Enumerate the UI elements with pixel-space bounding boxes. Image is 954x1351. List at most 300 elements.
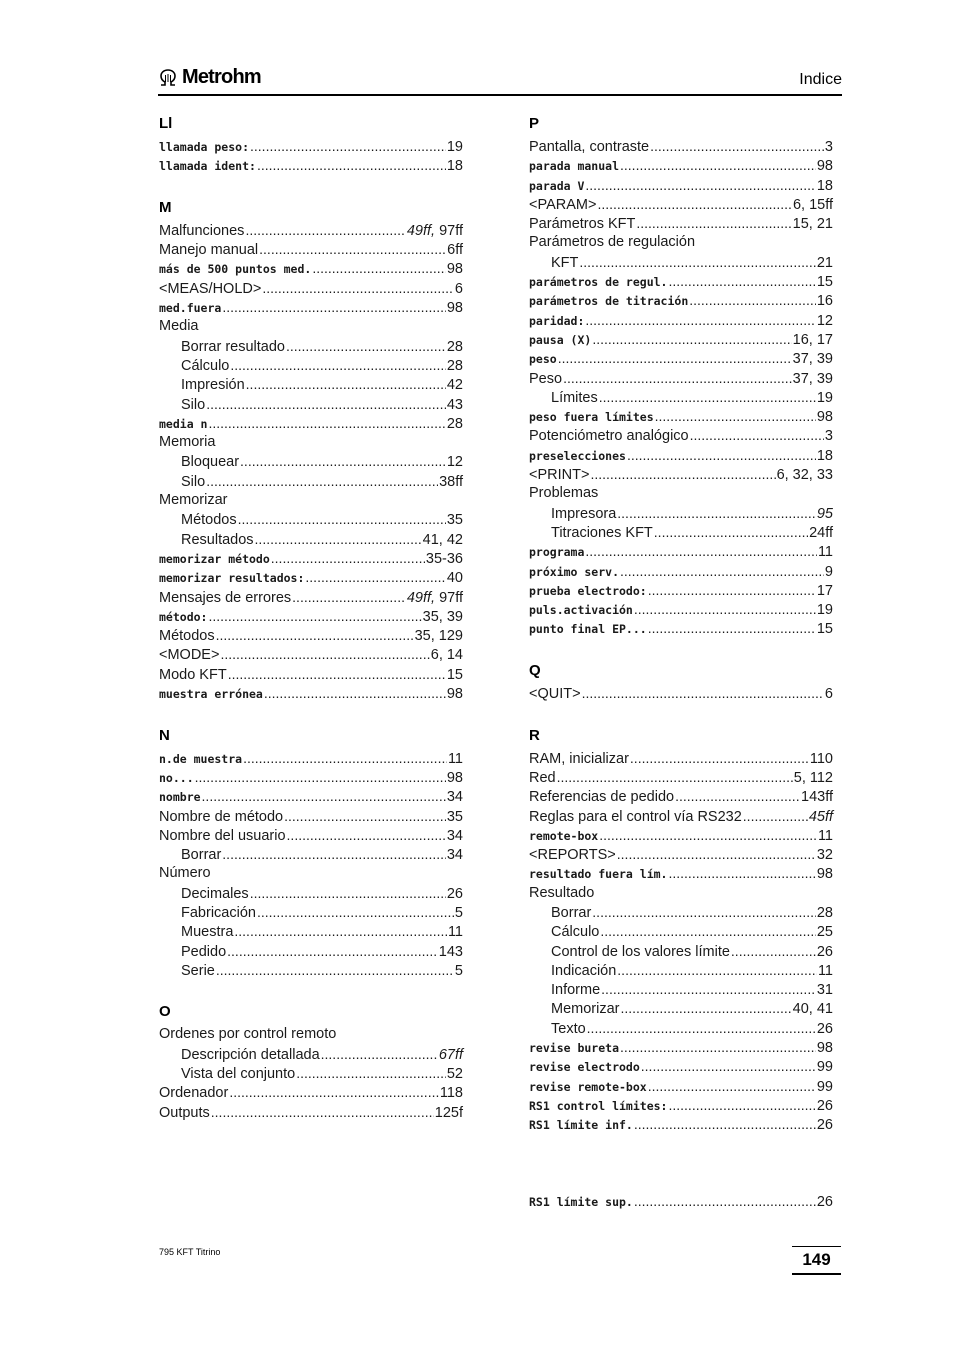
entry-term: Muestra <box>181 924 234 941</box>
section-gap <box>529 704 833 723</box>
entry-term: KFT <box>551 254 579 271</box>
dot-leader <box>668 1097 815 1115</box>
entry-term: Memorizar <box>159 492 228 509</box>
entry-pages: 35-36 <box>425 550 463 567</box>
dot-leader <box>206 473 438 491</box>
index-entry <box>529 447 833 466</box>
entry-pages: 28 <box>446 357 463 374</box>
entry-pages: 34 <box>446 847 463 864</box>
entry-pages: 19 <box>816 602 833 619</box>
dot-leader <box>206 396 446 414</box>
dot-leader <box>238 511 446 529</box>
index-entry <box>159 608 463 627</box>
entry-term: Red <box>529 769 556 786</box>
entry-pages: 11 <box>447 924 463 941</box>
dot-leader <box>563 370 792 388</box>
entry-pages: 16, 17 <box>792 331 833 348</box>
brand-name: Metrohm <box>182 66 261 88</box>
index-entry <box>529 427 833 446</box>
entry-pages: 11 <box>817 544 833 561</box>
entry-pages: 35, 39 <box>422 608 463 625</box>
entry-pages: 110 <box>809 750 833 767</box>
entry-pages: 118 <box>439 1085 463 1102</box>
entry-pages: 98 <box>446 261 463 278</box>
entry-term: resultado fuera lím. <box>529 867 668 882</box>
entry-term: Modo KFT <box>159 666 227 683</box>
index-entry <box>529 827 833 846</box>
entry-term: Métodos <box>159 628 215 645</box>
index-entry <box>529 505 833 524</box>
index-entry <box>529 1078 833 1097</box>
index-entry <box>529 215 833 234</box>
entry-pages: 34 <box>446 789 463 806</box>
entry-term: parada V <box>529 178 585 193</box>
entry-pages: 143ff <box>801 789 833 806</box>
entry-term: Potenciómetro analógico <box>529 428 689 445</box>
dot-leader <box>229 1084 439 1102</box>
entry-term: Borrar resultado <box>181 338 285 355</box>
entry-term: Resultados <box>181 531 254 548</box>
entry-pages: 28 <box>446 415 463 432</box>
dot-leader <box>245 222 405 240</box>
entry-pages: 98 <box>816 1040 833 1057</box>
entry-term: peso fuera límites <box>529 410 654 425</box>
entry-term: Resultado <box>529 884 595 901</box>
index-letter-heading: M <box>159 198 172 216</box>
dot-leader <box>202 788 446 806</box>
entry-term: med.fuera <box>159 301 222 316</box>
dot-leader <box>620 1039 816 1057</box>
index-entry <box>159 923 463 942</box>
entry-pages: 99 <box>816 1078 833 1095</box>
entry-term: Silo <box>181 473 206 490</box>
entry-pages: 18 <box>446 158 463 175</box>
entry-term: Parámetros de regulación <box>529 234 696 251</box>
index-entry <box>159 846 463 865</box>
entry-pages: 5 <box>454 962 463 979</box>
entry-term: Ordenes por control remoto <box>159 1026 337 1043</box>
entry-term: Media <box>159 318 199 335</box>
index-entry <box>159 376 463 395</box>
index-entry <box>159 260 463 279</box>
dot-leader <box>250 885 446 903</box>
entry-term: Texto <box>551 1020 586 1037</box>
dot-leader <box>216 627 414 645</box>
entry-pages: 26 <box>816 1020 833 1037</box>
entry-pages: 98 <box>446 769 463 786</box>
entry-pages: 15 <box>446 666 463 683</box>
index-column-right <box>529 112 833 1213</box>
entry-term: <MODE> <box>159 647 220 664</box>
index-entry <box>529 1058 833 1077</box>
dot-leader <box>743 808 808 826</box>
entry-term: Cálculo <box>181 357 230 374</box>
entry-pages: 37, 39 <box>792 351 833 368</box>
index-entry <box>159 241 463 260</box>
entry-term: memorizar resultados: <box>159 571 305 586</box>
entry-pages: 6 <box>824 686 833 703</box>
entry-term: Ordenador <box>159 1085 229 1102</box>
entry-pages: 37, 39 <box>792 370 833 387</box>
entry-pages: 15 <box>816 621 833 638</box>
dot-leader <box>585 177 815 195</box>
index-entry <box>159 627 463 646</box>
entry-pages-italic: 49ff, <box>406 222 436 239</box>
entry-pages: 26 <box>446 885 463 902</box>
dot-leader <box>601 981 816 999</box>
dot-leader <box>654 524 808 542</box>
index-entry <box>529 685 833 704</box>
dot-leader <box>195 769 446 787</box>
index-entry <box>529 157 833 176</box>
entry-pages <box>407 223 463 239</box>
entry-term: Vista del conjunto <box>181 1066 296 1083</box>
entry-term: RS1 control límites: <box>529 1098 668 1113</box>
dot-leader <box>617 505 816 523</box>
dot-leader <box>220 646 429 664</box>
index-entry <box>529 943 833 962</box>
index-entry <box>159 865 463 884</box>
entry-pages: 34 <box>446 827 463 844</box>
entry-pages: 67ff <box>438 1046 463 1063</box>
index-entry <box>159 280 463 299</box>
index-entry <box>529 389 833 408</box>
entry-pages: 6ff <box>447 242 463 259</box>
entry-term: Silo <box>181 396 206 413</box>
index-letter-heading: R <box>529 726 540 744</box>
index-entry <box>529 524 833 543</box>
entry-term: Borrar <box>551 904 592 921</box>
dot-leader <box>634 1193 816 1211</box>
section-gap <box>159 177 463 196</box>
dot-leader <box>630 750 809 768</box>
entry-pages: 143 <box>438 943 463 960</box>
entry-term: Cálculo <box>551 924 600 941</box>
dot-leader <box>585 312 815 330</box>
entry-pages: 38ff <box>439 473 463 490</box>
index-entry <box>529 620 833 639</box>
entry-pages: 98 <box>446 300 463 317</box>
dot-leader <box>321 1046 438 1064</box>
page-number: 149 <box>792 1250 841 1275</box>
entry-term: Parámetros KFT <box>529 216 636 233</box>
entry-term: Titraciones KFT <box>551 524 653 541</box>
entry-term: muestra errónea <box>159 687 263 702</box>
entry-pages: 19 <box>816 389 833 406</box>
entry-pages: 32 <box>816 847 833 864</box>
index-entry <box>159 492 463 511</box>
entry-pages: 43 <box>446 396 463 413</box>
dot-leader <box>731 943 816 961</box>
entry-pages: 28 <box>816 904 833 921</box>
entry-term: <PARAM> <box>529 196 597 213</box>
dot-leader <box>208 415 445 433</box>
entry-term: Impresión <box>181 377 245 394</box>
entry-pages: 15, 21 <box>792 216 833 233</box>
dot-leader <box>287 827 446 845</box>
entry-term: revise bureta <box>529 1041 620 1056</box>
entry-term: Número <box>159 865 211 882</box>
dot-leader <box>668 273 815 291</box>
index-entry <box>529 750 833 769</box>
index-entry <box>159 1026 463 1045</box>
entry-pages: 99 <box>816 1059 833 1076</box>
entry-term: revise remote-box <box>529 1079 647 1094</box>
index-entry <box>159 1084 463 1103</box>
index-letter-heading: P <box>529 115 540 132</box>
entry-pages: 16 <box>816 293 833 310</box>
index-entry <box>529 1000 833 1019</box>
dot-leader <box>284 808 446 826</box>
dot-leader <box>305 569 445 587</box>
section-gap <box>529 1136 833 1155</box>
entry-term: Decimales <box>181 885 249 902</box>
entry-term: no... <box>159 770 194 785</box>
dot-leader <box>634 601 816 619</box>
index-letter-heading: Q <box>529 662 541 680</box>
entry-term: preselecciones <box>529 448 626 463</box>
index-entry <box>529 350 833 369</box>
entry-pages <box>407 590 463 606</box>
entry-term: Memoria <box>159 434 216 451</box>
dot-leader <box>557 769 793 787</box>
dot-leader <box>675 788 800 806</box>
entry-pages: 21 <box>816 254 833 271</box>
entry-pages: 26 <box>816 943 833 960</box>
section-title: Indice <box>799 71 842 88</box>
index-entry <box>159 318 463 337</box>
entry-term: parámetros de regul. <box>529 275 668 290</box>
index-entry <box>159 157 463 176</box>
entry-pages: 98 <box>816 158 833 175</box>
section-gap <box>529 1174 833 1193</box>
dot-leader <box>579 254 815 272</box>
entry-pages: 3 <box>824 428 833 445</box>
section-gap <box>529 1155 833 1174</box>
dot-leader <box>211 1104 434 1122</box>
dot-leader <box>641 1058 816 1076</box>
entry-term: Impresora <box>551 505 617 522</box>
dot-leader <box>259 241 446 259</box>
entry-term: Límites <box>551 389 598 406</box>
index-entry <box>529 254 833 273</box>
entry-term: Mensajes de errores <box>159 589 292 606</box>
entry-term: <PRINT> <box>529 467 590 484</box>
index-letter-heading: N <box>159 726 170 744</box>
entry-pages: 11 <box>817 962 833 979</box>
entry-pages: 45ff <box>808 808 833 825</box>
index-entry <box>529 138 833 157</box>
entry-term: parámetros de titración <box>529 294 689 309</box>
index-entry <box>159 138 463 157</box>
entry-term: RS1 límite sup. <box>529 1195 633 1210</box>
index-entry <box>529 865 833 884</box>
index-entry <box>529 1039 833 1058</box>
entry-pages: 3 <box>824 139 833 155</box>
entry-pages: 35 <box>446 808 463 825</box>
entry-term: memorizar método <box>159 551 270 566</box>
entry-term: RS1 límite inf. <box>529 1118 633 1133</box>
document-name: 795 KFT Titrino <box>159 1247 221 1257</box>
page-number-rule <box>792 1246 841 1247</box>
index-entry <box>529 1116 833 1135</box>
index-entry <box>529 331 833 350</box>
dot-leader <box>648 582 816 600</box>
dot-leader <box>592 904 816 922</box>
index-entry <box>159 531 463 550</box>
index-entry <box>529 769 833 788</box>
entry-pages: 24ff <box>809 524 833 541</box>
index-entry <box>529 292 833 311</box>
entry-term: <QUIT> <box>529 686 581 703</box>
index-entry <box>159 962 463 981</box>
index-entry <box>159 299 463 318</box>
entry-term: Indicación <box>551 962 617 979</box>
entry-term: prueba electrodo: <box>529 583 647 598</box>
dot-leader <box>208 608 421 626</box>
entry-term: <REPORTS> <box>529 847 616 864</box>
entry-pages: 9 <box>824 563 833 580</box>
section-gap <box>529 640 833 659</box>
index-entry <box>159 1065 463 1084</box>
dot-leader <box>636 215 791 233</box>
index-entry <box>529 234 833 253</box>
index-entry <box>159 750 463 769</box>
section-gap <box>159 981 463 1000</box>
dot-leader <box>599 389 816 407</box>
entry-pages: 5 <box>454 904 463 921</box>
entry-term: nombre <box>159 790 201 805</box>
index-entry <box>529 312 833 331</box>
entry-pages: 95 <box>816 505 833 522</box>
index-letter-heading: Ll <box>159 115 173 132</box>
index-entry <box>159 589 463 608</box>
entry-pages-rest: 97ff <box>435 222 463 239</box>
entry-term: programa <box>529 545 585 560</box>
page-header <box>158 62 842 96</box>
entry-pages: 40 <box>446 570 463 587</box>
dot-leader <box>617 962 817 980</box>
dot-leader <box>587 1020 816 1038</box>
dot-leader <box>246 376 446 394</box>
index-entry <box>529 846 833 865</box>
dot-leader <box>617 846 816 864</box>
index-entry <box>529 962 833 981</box>
entry-term: Nombre del usuario <box>159 827 286 844</box>
index-entry <box>159 666 463 685</box>
index-entry <box>159 550 463 569</box>
index-entry <box>529 1097 833 1116</box>
entry-term: Malfunciones <box>159 222 245 239</box>
entry-term: más de 500 puntos med. <box>159 262 312 277</box>
dot-leader <box>585 543 817 561</box>
dot-leader <box>558 350 792 368</box>
entry-pages: 5, 112 <box>793 769 833 786</box>
entry-pages: 31 <box>816 982 833 999</box>
entry-pages: 15 <box>816 274 833 291</box>
index-entry <box>159 396 463 415</box>
entry-term: próximo serv. <box>529 564 620 579</box>
index-entry <box>159 685 463 704</box>
dot-leader <box>250 138 446 156</box>
dot-leader <box>222 846 446 864</box>
dot-leader <box>286 338 446 356</box>
index-entry <box>529 563 833 582</box>
entry-term: Informe <box>551 982 601 999</box>
index-entry <box>529 196 833 215</box>
dot-leader <box>668 865 815 883</box>
index-entry <box>159 943 463 962</box>
entry-pages: 19 <box>446 139 463 155</box>
entry-term: parada manual <box>529 159 620 174</box>
dot-leader <box>262 280 454 298</box>
entry-term: paridad: <box>529 313 585 328</box>
entry-pages: 98 <box>446 686 463 703</box>
entry-term: media n <box>159 416 208 431</box>
dot-leader <box>634 1116 816 1134</box>
index-entry <box>529 904 833 923</box>
index-letter-heading: O <box>159 1003 171 1021</box>
dot-leader <box>271 550 425 568</box>
index-entry <box>529 923 833 942</box>
entry-term: Pantalla, contraste <box>529 139 650 155</box>
index-entry <box>159 646 463 665</box>
index-entry <box>159 904 463 923</box>
entry-pages: 17 <box>816 582 833 599</box>
index-entry <box>529 273 833 292</box>
entry-term: Borrar <box>181 847 222 864</box>
entry-pages: 41, 42 <box>422 531 463 548</box>
entry-term: Fabricación <box>181 904 256 921</box>
dot-leader <box>627 447 816 465</box>
entry-pages: 6, 15ff <box>792 196 833 213</box>
entry-term: <MEAS/HOLD> <box>159 280 262 297</box>
dot-leader <box>216 962 454 980</box>
index-entry <box>159 885 463 904</box>
metrohm-logo <box>158 66 261 89</box>
entry-pages-rest: 97ff <box>435 589 463 606</box>
entry-term: Bloquear <box>181 454 240 471</box>
dot-leader <box>292 589 406 607</box>
dot-leader <box>648 620 816 638</box>
entry-pages: 12 <box>446 454 463 471</box>
index-entry <box>159 357 463 376</box>
section-gap <box>159 704 463 723</box>
index-entry <box>159 788 463 807</box>
entry-term: Descripción detallada <box>181 1046 320 1063</box>
index-entry <box>529 981 833 1000</box>
dot-leader <box>257 904 454 922</box>
index-entry <box>159 222 463 241</box>
index-entry <box>159 1104 463 1123</box>
index-entry <box>529 808 833 827</box>
index-entry <box>529 543 833 562</box>
entry-pages: 25 <box>816 924 833 941</box>
index-entry <box>529 582 833 601</box>
entry-pages: 26 <box>816 1194 833 1211</box>
dot-leader <box>689 292 816 310</box>
dot-leader <box>257 157 446 175</box>
entry-pages: 6, 14 <box>430 647 463 664</box>
dot-leader <box>599 827 817 845</box>
entry-term: Manejo manual <box>159 242 259 259</box>
dot-leader <box>255 531 422 549</box>
entry-pages: 11 <box>447 750 463 767</box>
dot-leader <box>650 138 824 156</box>
dot-leader <box>600 923 816 941</box>
index-column-left <box>159 112 463 1123</box>
entry-term: Control de los valores límite <box>551 943 730 960</box>
